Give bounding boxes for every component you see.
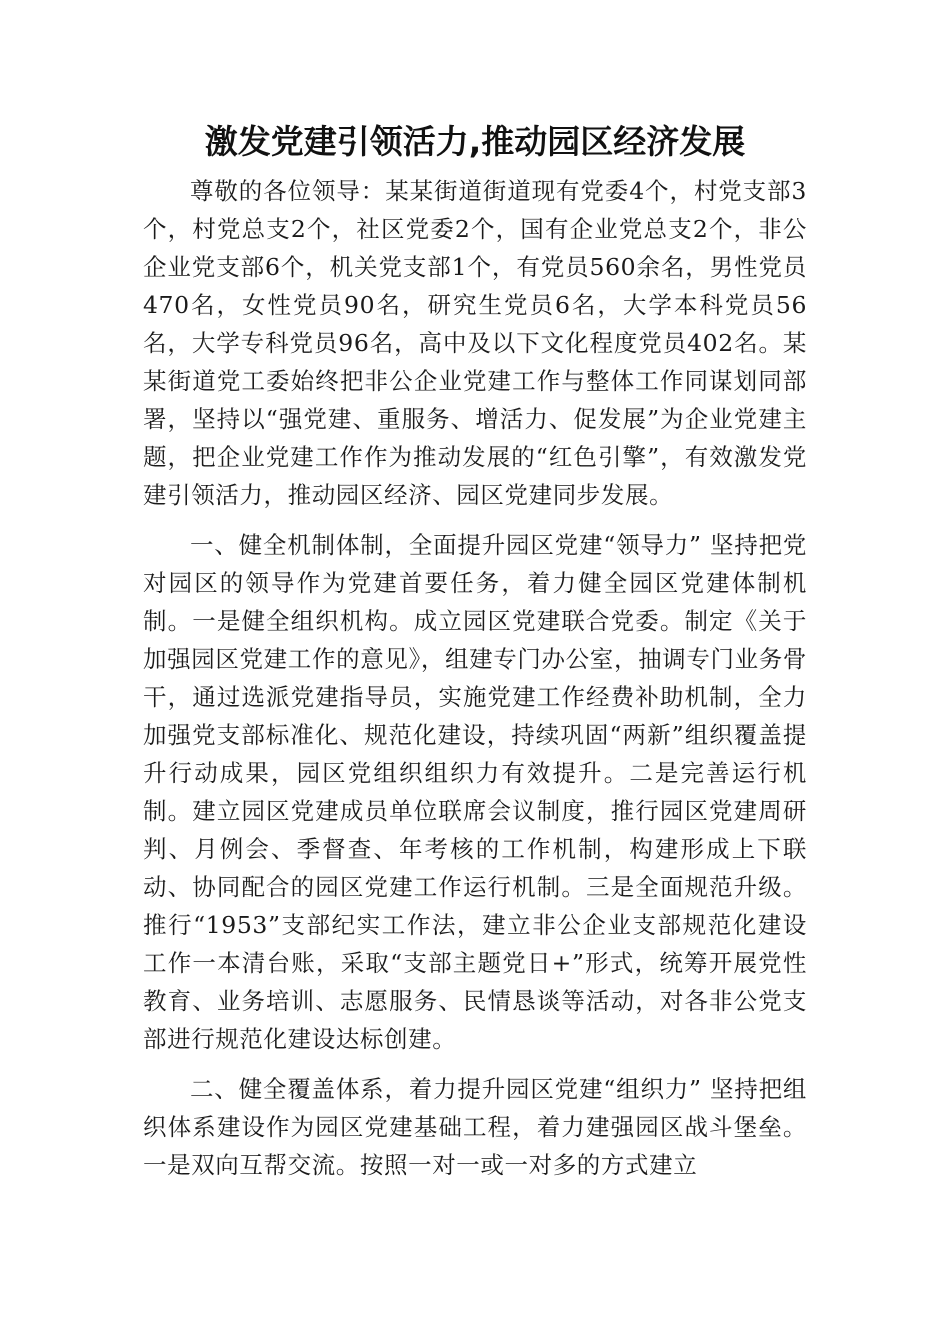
- document-body: [143, 172, 807, 1196]
- document-title: 激发党建引领活力,推动园区经济发展: [204, 122, 746, 161]
- paragraph-section-one: 一、健全机制体制，全面提升园区党建“领导力” 坚持把党对园区的领导作为党建首要任务，着力健全园区党建体制机制。一是健全组织机构。成立园区党建联合党委。制定《关于加强园区党建工作的意见》，组建专门办公室，抽调专门业务骨干，通过选派党建指导员，实施党建工作经费补助机制，全力加强党支部标准化、规范化建设，持续巩固“两新”组织覆盖提升行动成果，园区党组织组织力有效提升。二是完善运行机制。建立园区党建成员单位联席会议制度，推行园区党建周研判、月例会、季督查、年考核的工作机制，构建形成上下联动、协同配合的园区党建工作运行机制。三是全面规范升级。推行“1953”支部纪实工作法，建立非公企业支部规范化建设工作一本清台账，采取“支部主题党日+”形式，统筹开展党性教育、业务培训、志愿服务、民情恳谈等活动，对各非公党支部进行规范化建设达标创建。: [143, 531, 807, 1053]
- paragraph-opening: 尊敬的各位领导：某某街道街道现有党委4个，村党支部3个，村党总支2个，社区党委2个，国有企业党总支2个，非公企业党支部6个，机关党支部1个，有党员560余名，男性党员470名，女性党员90名，研究生党员6名，大学本科党员56名，大学专科党员96名，高中及以下文化程度党员402名。某某街道党工委始终把非公企业党建工作与整体工作同谋划同部署，坚持以“强党建、重服务、增活力、促发展”为企业党建主题，把企业党建工作作为推动发展的“红色引擎”，有效激发党建引领活力，推动园区经济、园区党建同步发展。: [143, 177, 807, 509]
- paragraph-section-two: 二、健全覆盖体系，着力提升园区党建“组织力” 坚持把组织体系建设作为园区党建基础工程，着力建强园区战斗堡垒。一是双向互帮交流。按照一对一或一对多的方式建立: [143, 1075, 807, 1179]
